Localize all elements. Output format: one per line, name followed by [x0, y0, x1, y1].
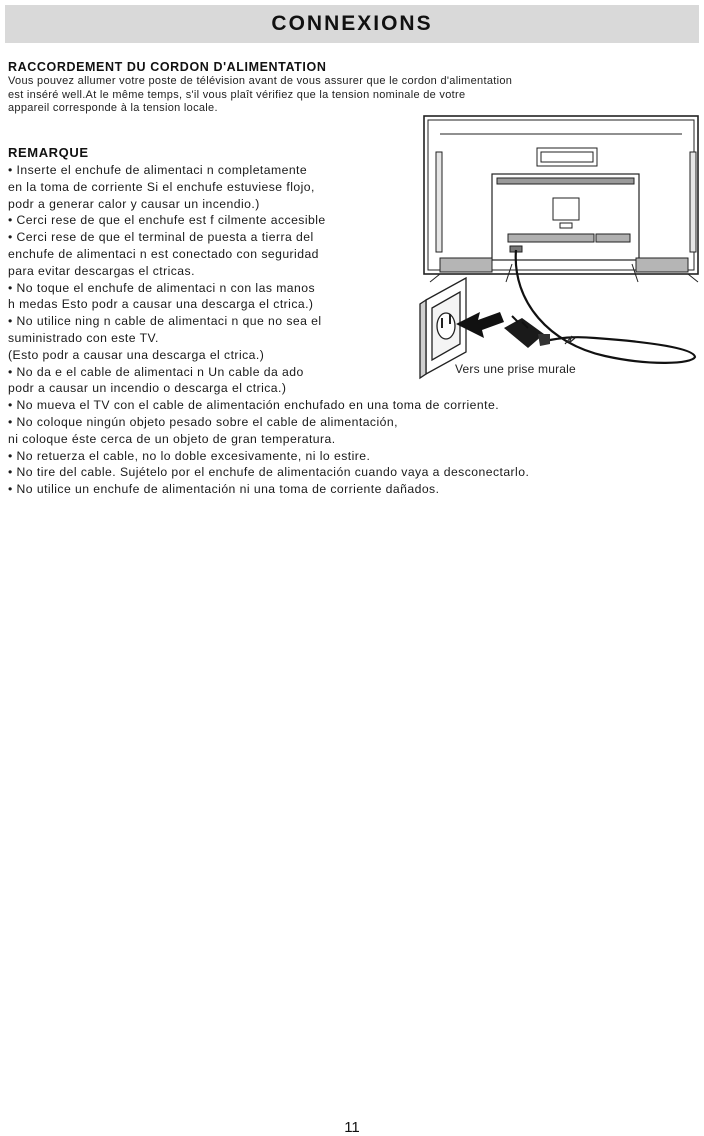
remark-line: podr a causar un incendio o descarga el ctrica.) — [8, 381, 287, 396]
power-plug-illustration — [504, 316, 550, 348]
remark-line: h medas Esto podr a causar una descarga el ctrica.) — [8, 297, 314, 312]
power-cord-heading: RACCORDEMENT DU CORDON D'ALIMENTATION — [8, 60, 327, 74]
remark-line: • No mueva el TV con el cable de alimentación enchufado en una toma de corriente. — [8, 398, 500, 413]
remark-line: • No utilice un enchufe de alimentación ni una toma de corriente dañados. — [8, 482, 440, 497]
page-number: 11 — [344, 1119, 360, 1136]
remark-line: podr a generar calor y causar un incendio.) — [8, 196, 260, 211]
header-bar — [5, 5, 699, 43]
remark-line: suministrado con este TV. — [8, 330, 159, 345]
remark-line: • Cerci rese de que el terminal de puesta a tierra del — [8, 230, 314, 245]
remark-line: • No coloque ningún objeto pesado sobre el cable de alimentación, — [8, 414, 398, 429]
remark-heading: REMARQUE — [8, 145, 89, 160]
remark-line: para evitar descargas el ctricas. — [8, 263, 195, 278]
tv-back-illustration — [424, 116, 698, 282]
remark-line: • No tire del cable. Sujételo por el enchufe de alimentación cuando vaya a desconectarlo. — [8, 465, 530, 480]
intro-line: Vous pouvez allumer votre poste de télévision avant de vous assurer que le cordon d'alimentation — [8, 75, 513, 87]
remark-line: • No retuerza el cable, no lo doble excesivamente, ni lo estire. — [8, 448, 371, 463]
intro-line: appareil corresponde à la tension locale. — [8, 102, 218, 114]
remark-line: • Cerci rese de que el enchufe est f cilmente accesible — [8, 213, 326, 228]
remark-line: ni coloque éste cerca de un objeto de gran temperatura. — [8, 431, 336, 446]
remark-line: enchufe de alimentaci n est conectado con seguridad — [8, 246, 319, 261]
power-cord-intro — [8, 75, 608, 116]
remark-line: en la toma de corriente Si el enchufe estuviese flojo, — [8, 179, 315, 194]
remark-line: • No da e el cable de alimentaci n Un cable da ado — [8, 364, 304, 379]
figure-caption: Vers une prise murale — [455, 362, 576, 376]
remark-line: • No toque el enchufe de alimentaci n con las manos — [8, 280, 316, 295]
tv-wall-outlet-illustration — [400, 112, 700, 382]
page-title: CONNEXIONS — [271, 12, 433, 35]
remark-line: (Esto podr a causar una descarga el ctrica.) — [8, 347, 265, 362]
intro-line: est inséré well.At le même temps, s'il vous plaît vérifiez que la tension nominale de votre — [8, 88, 466, 101]
remark-line: • No utilice ning n cable de alimentaci n que no sea el — [8, 314, 322, 329]
remark-line: • Inserte el enchufe de alimentaci n completamente — [8, 163, 308, 177]
power-connection-figure — [400, 112, 700, 382]
